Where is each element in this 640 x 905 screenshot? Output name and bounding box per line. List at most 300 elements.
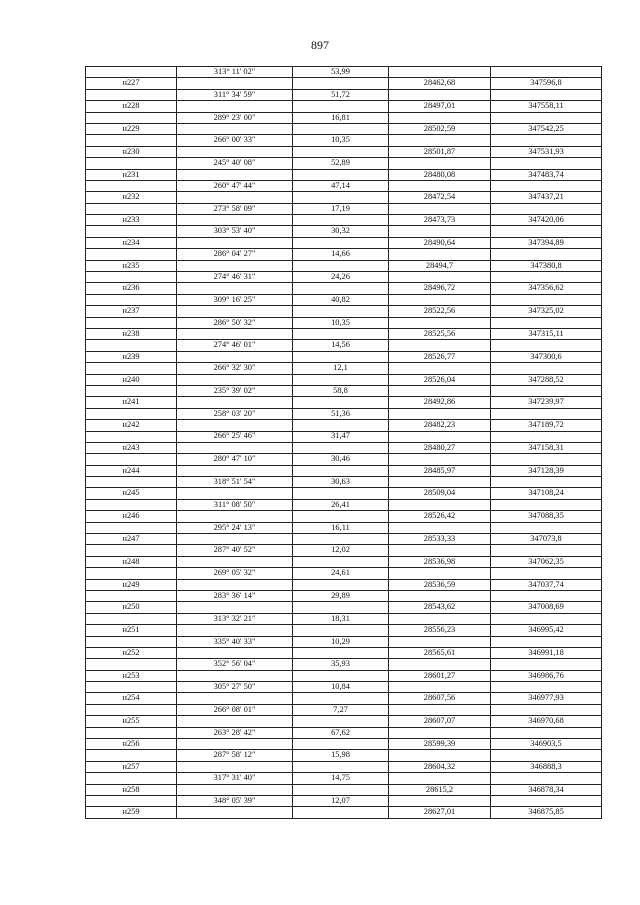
- angle-cell: [177, 397, 293, 408]
- distance-cell: 12,07: [293, 796, 389, 807]
- point-cell: [86, 477, 177, 488]
- distance-cell: 24,26: [293, 272, 389, 283]
- x-coordinate-cell: 28502,59: [389, 123, 491, 134]
- distance-cell: [293, 556, 389, 567]
- distance-cell: [293, 511, 389, 522]
- y-coordinate-cell: 346970,68: [491, 716, 602, 727]
- y-coordinate-cell: 346878,34: [491, 784, 602, 795]
- point-cell: [86, 613, 177, 624]
- angle-cell: [177, 215, 293, 226]
- x-coordinate-cell: 28462,68: [389, 78, 491, 89]
- distance-cell: 14,75: [293, 773, 389, 784]
- point-cell: [86, 340, 177, 351]
- angle-cell: [177, 625, 293, 636]
- distance-cell: [293, 488, 389, 499]
- point-cell: н251: [86, 625, 177, 636]
- point-cell: [86, 272, 177, 283]
- angle-cell: [177, 716, 293, 727]
- table-row: [86, 420, 602, 431]
- x-coordinate-cell: 28556,23: [389, 625, 491, 636]
- table-row: [86, 180, 602, 191]
- y-coordinate-cell: 347073,8: [491, 534, 602, 545]
- angle-cell: 287° 40' 52": [177, 545, 293, 556]
- y-coordinate-cell: [491, 135, 602, 146]
- distance-cell: [293, 579, 389, 590]
- x-coordinate-cell: [389, 499, 491, 510]
- distance-cell: 10,84: [293, 682, 389, 693]
- point-cell: н246: [86, 511, 177, 522]
- x-coordinate-cell: 28607,07: [389, 716, 491, 727]
- x-coordinate-cell: [389, 89, 491, 100]
- distance-cell: 12,1: [293, 363, 389, 374]
- point-cell: [86, 545, 177, 556]
- table-row: [86, 784, 602, 795]
- point-cell: н239: [86, 351, 177, 362]
- x-coordinate-cell: 28536,98: [389, 556, 491, 567]
- x-coordinate-cell: 28480,27: [389, 442, 491, 453]
- table-row: [86, 796, 602, 807]
- point-cell: [86, 294, 177, 305]
- table-row: [86, 545, 602, 556]
- point-cell: н227: [86, 78, 177, 89]
- point-cell: н241: [86, 397, 177, 408]
- table-row: [86, 397, 602, 408]
- point-cell: [86, 454, 177, 465]
- table-row: [86, 625, 602, 636]
- angle-cell: 260° 47' 44": [177, 180, 293, 191]
- table-row: [86, 123, 602, 134]
- angle-cell: 286° 50' 32": [177, 317, 293, 328]
- distance-cell: 31,47: [293, 431, 389, 442]
- distance-cell: 30,46: [293, 454, 389, 465]
- table-row: [86, 682, 602, 693]
- angle-cell: [177, 169, 293, 180]
- y-coordinate-cell: [491, 499, 602, 510]
- y-coordinate-cell: 347315,11: [491, 328, 602, 339]
- angle-cell: [177, 602, 293, 613]
- table-row: [86, 340, 602, 351]
- y-coordinate-cell: 347483,74: [491, 169, 602, 180]
- point-cell: [86, 67, 177, 78]
- y-coordinate-cell: 347108,24: [491, 488, 602, 499]
- y-coordinate-cell: 347288,52: [491, 374, 602, 385]
- point-cell: н254: [86, 693, 177, 704]
- table-row: [86, 283, 602, 294]
- point-cell: н250: [86, 602, 177, 613]
- point-cell: н242: [86, 420, 177, 431]
- table-row: [86, 716, 602, 727]
- point-cell: [86, 249, 177, 260]
- x-coordinate-cell: [389, 568, 491, 579]
- y-coordinate-cell: [491, 385, 602, 396]
- x-coordinate-cell: [389, 385, 491, 396]
- table-row: [86, 203, 602, 214]
- x-coordinate-cell: 28496,72: [389, 283, 491, 294]
- x-coordinate-cell: [389, 203, 491, 214]
- y-coordinate-cell: [491, 454, 602, 465]
- x-coordinate-cell: [389, 249, 491, 260]
- angle-cell: 263° 28' 42": [177, 727, 293, 738]
- x-coordinate-cell: 28601,27: [389, 670, 491, 681]
- point-cell: н257: [86, 761, 177, 772]
- table-row: [86, 89, 602, 100]
- y-coordinate-cell: 346888,3: [491, 761, 602, 772]
- distance-cell: [293, 260, 389, 271]
- angle-cell: 335° 40' 33": [177, 636, 293, 647]
- point-cell: н233: [86, 215, 177, 226]
- point-cell: [86, 682, 177, 693]
- y-coordinate-cell: 346977,93: [491, 693, 602, 704]
- point-cell: [86, 431, 177, 442]
- x-coordinate-cell: [389, 272, 491, 283]
- y-coordinate-cell: 347037,74: [491, 579, 602, 590]
- x-coordinate-cell: 28526,04: [389, 374, 491, 385]
- x-coordinate-cell: [389, 112, 491, 123]
- table-row: [86, 704, 602, 715]
- x-coordinate-cell: [389, 773, 491, 784]
- y-coordinate-cell: [491, 590, 602, 601]
- angle-cell: 309° 16' 25": [177, 294, 293, 305]
- table-row: [86, 306, 602, 317]
- y-coordinate-cell: [491, 636, 602, 647]
- angle-cell: 266° 08' 01": [177, 704, 293, 715]
- distance-cell: 67,62: [293, 727, 389, 738]
- angle-cell: 289° 23' 00": [177, 112, 293, 123]
- distance-cell: [293, 739, 389, 750]
- distance-cell: [293, 784, 389, 795]
- y-coordinate-cell: [491, 659, 602, 670]
- distance-cell: [293, 215, 389, 226]
- table-row: [86, 522, 602, 533]
- x-coordinate-cell: [389, 317, 491, 328]
- x-coordinate-cell: [389, 477, 491, 488]
- y-coordinate-cell: 346903,5: [491, 739, 602, 750]
- table-row: [86, 135, 602, 146]
- distance-cell: [293, 420, 389, 431]
- distance-cell: 10,35: [293, 135, 389, 146]
- x-coordinate-cell: [389, 180, 491, 191]
- point-cell: н259: [86, 807, 177, 818]
- x-coordinate-cell: [389, 682, 491, 693]
- distance-cell: [293, 442, 389, 453]
- x-coordinate-cell: [389, 704, 491, 715]
- distance-cell: [293, 465, 389, 476]
- angle-cell: [177, 488, 293, 499]
- y-coordinate-cell: 346875,85: [491, 807, 602, 818]
- point-cell: н237: [86, 306, 177, 317]
- point-cell: н231: [86, 169, 177, 180]
- angle-cell: [177, 260, 293, 271]
- table-row: [86, 659, 602, 670]
- y-coordinate-cell: [491, 112, 602, 123]
- angle-cell: 348° 05' 39": [177, 796, 293, 807]
- distance-cell: [293, 693, 389, 704]
- y-coordinate-cell: [491, 363, 602, 374]
- x-coordinate-cell: [389, 158, 491, 169]
- y-coordinate-cell: 347300,6: [491, 351, 602, 362]
- angle-cell: [177, 807, 293, 818]
- table-row: [86, 750, 602, 761]
- point-cell: н238: [86, 328, 177, 339]
- x-coordinate-cell: 28482,23: [389, 420, 491, 431]
- distance-cell: 47,14: [293, 180, 389, 191]
- distance-cell: [293, 807, 389, 818]
- table-row: [86, 351, 602, 362]
- x-coordinate-cell: [389, 67, 491, 78]
- x-coordinate-cell: [389, 636, 491, 647]
- table-row: [86, 556, 602, 567]
- angle-cell: [177, 146, 293, 157]
- distance-cell: [293, 351, 389, 362]
- distance-cell: [293, 78, 389, 89]
- x-coordinate-cell: [389, 659, 491, 670]
- angle-cell: 286° 04' 27": [177, 249, 293, 260]
- y-coordinate-cell: [491, 704, 602, 715]
- distance-cell: 26,41: [293, 499, 389, 510]
- x-coordinate-cell: [389, 431, 491, 442]
- distance-cell: 18,31: [293, 613, 389, 624]
- angle-cell: 317° 31' 40": [177, 773, 293, 784]
- point-cell: [86, 636, 177, 647]
- point-cell: н228: [86, 101, 177, 112]
- distance-cell: 51,72: [293, 89, 389, 100]
- distance-cell: 52,89: [293, 158, 389, 169]
- angle-cell: 352° 56' 04": [177, 659, 293, 670]
- angle-cell: [177, 123, 293, 134]
- table-row: [86, 579, 602, 590]
- distance-cell: 51,36: [293, 408, 389, 419]
- x-coordinate-cell: [389, 590, 491, 601]
- x-coordinate-cell: [389, 454, 491, 465]
- point-cell: н243: [86, 442, 177, 453]
- table-row: [86, 511, 602, 522]
- table-row: [86, 477, 602, 488]
- point-cell: н255: [86, 716, 177, 727]
- angle-cell: 235° 39' 02": [177, 385, 293, 396]
- angle-cell: 305° 27' 50": [177, 682, 293, 693]
- y-coordinate-cell: [491, 750, 602, 761]
- point-cell: [86, 727, 177, 738]
- table-row: [86, 727, 602, 738]
- y-coordinate-cell: 347356,62: [491, 283, 602, 294]
- point-cell: [86, 363, 177, 374]
- coordinates-table-body: [86, 67, 602, 819]
- x-coordinate-cell: 28494,7: [389, 260, 491, 271]
- point-cell: [86, 317, 177, 328]
- page-number: 897: [311, 38, 329, 52]
- table-row: [86, 534, 602, 545]
- table-row: [86, 431, 602, 442]
- distance-cell: 58,8: [293, 385, 389, 396]
- x-coordinate-cell: [389, 340, 491, 351]
- y-coordinate-cell: 347542,25: [491, 123, 602, 134]
- table-row: [86, 101, 602, 112]
- angle-cell: [177, 761, 293, 772]
- point-cell: [86, 385, 177, 396]
- point-cell: н256: [86, 739, 177, 750]
- table-row: [86, 374, 602, 385]
- distance-cell: [293, 716, 389, 727]
- x-coordinate-cell: [389, 727, 491, 738]
- y-coordinate-cell: [491, 477, 602, 488]
- distance-cell: 30,63: [293, 477, 389, 488]
- distance-cell: 16,11: [293, 522, 389, 533]
- x-coordinate-cell: 28472,54: [389, 192, 491, 203]
- distance-cell: 17,19: [293, 203, 389, 214]
- y-coordinate-cell: 346986,76: [491, 670, 602, 681]
- distance-cell: 12,02: [293, 545, 389, 556]
- angle-cell: [177, 420, 293, 431]
- distance-cell: [293, 647, 389, 658]
- table-row: [86, 385, 602, 396]
- y-coordinate-cell: [491, 158, 602, 169]
- angle-cell: 313° 32' 21": [177, 613, 293, 624]
- coordinates-table: [85, 66, 602, 819]
- point-cell: н232: [86, 192, 177, 203]
- angle-cell: 266° 25' 46": [177, 431, 293, 442]
- table-row: [86, 613, 602, 624]
- y-coordinate-cell: [491, 203, 602, 214]
- angle-cell: 318° 51' 54": [177, 477, 293, 488]
- x-coordinate-cell: 28509,04: [389, 488, 491, 499]
- y-coordinate-cell: 347008,69: [491, 602, 602, 613]
- point-cell: [86, 796, 177, 807]
- angle-cell: [177, 351, 293, 362]
- table-row: [86, 146, 602, 157]
- table-row: [86, 237, 602, 248]
- point-cell: н236: [86, 283, 177, 294]
- y-coordinate-cell: 347325,02: [491, 306, 602, 317]
- angle-cell: [177, 192, 293, 203]
- angle-cell: [177, 442, 293, 453]
- angle-cell: 283° 36' 14": [177, 590, 293, 601]
- y-coordinate-cell: 347380,8: [491, 260, 602, 271]
- point-cell: н258: [86, 784, 177, 795]
- table-row: [86, 568, 602, 579]
- x-coordinate-cell: 28525,56: [389, 328, 491, 339]
- y-coordinate-cell: [491, 249, 602, 260]
- angle-cell: [177, 556, 293, 567]
- y-coordinate-cell: [491, 180, 602, 191]
- point-cell: н230: [86, 146, 177, 157]
- angle-cell: [177, 78, 293, 89]
- angle-cell: [177, 670, 293, 681]
- y-coordinate-cell: 347062,35: [491, 556, 602, 567]
- point-cell: н245: [86, 488, 177, 499]
- y-coordinate-cell: [491, 431, 602, 442]
- distance-cell: [293, 670, 389, 681]
- angle-cell: [177, 465, 293, 476]
- distance-cell: [293, 169, 389, 180]
- table-row: [86, 739, 602, 750]
- point-cell: [86, 750, 177, 761]
- x-coordinate-cell: 28480,08: [389, 169, 491, 180]
- angle-cell: [177, 306, 293, 317]
- angle-cell: [177, 511, 293, 522]
- angle-cell: 280° 47' 10": [177, 454, 293, 465]
- point-cell: н249: [86, 579, 177, 590]
- distance-cell: [293, 534, 389, 545]
- table-row: [86, 670, 602, 681]
- distance-cell: 14,56: [293, 340, 389, 351]
- angle-cell: [177, 647, 293, 658]
- table-row: [86, 408, 602, 419]
- y-coordinate-cell: 347128,39: [491, 465, 602, 476]
- distance-cell: [293, 283, 389, 294]
- angle-cell: 311° 34' 59": [177, 89, 293, 100]
- table-row: [86, 249, 602, 260]
- y-coordinate-cell: 347158,31: [491, 442, 602, 453]
- point-cell: н253: [86, 670, 177, 681]
- table-row: [86, 499, 602, 510]
- angle-cell: 266° 00' 33": [177, 135, 293, 146]
- table-row: [86, 636, 602, 647]
- y-coordinate-cell: 347531,93: [491, 146, 602, 157]
- angle-cell: 313° 11' 02": [177, 67, 293, 78]
- y-coordinate-cell: [491, 522, 602, 533]
- x-coordinate-cell: 28607,56: [389, 693, 491, 704]
- x-coordinate-cell: [389, 363, 491, 374]
- distance-cell: 10,35: [293, 317, 389, 328]
- x-coordinate-cell: 28501,87: [389, 146, 491, 157]
- angle-cell: 274° 46' 01": [177, 340, 293, 351]
- table-row: [86, 328, 602, 339]
- table-row: [86, 761, 602, 772]
- angle-cell: 266° 32' 30": [177, 363, 293, 374]
- distance-cell: 40,82: [293, 294, 389, 305]
- y-coordinate-cell: [491, 340, 602, 351]
- angle-cell: [177, 374, 293, 385]
- point-cell: [86, 180, 177, 191]
- y-coordinate-cell: [491, 408, 602, 419]
- x-coordinate-cell: 28490,64: [389, 237, 491, 248]
- y-coordinate-cell: [491, 682, 602, 693]
- angle-cell: [177, 693, 293, 704]
- point-cell: [86, 522, 177, 533]
- point-cell: [86, 408, 177, 419]
- y-coordinate-cell: [491, 796, 602, 807]
- angle-cell: [177, 101, 293, 112]
- angle-cell: 258° 03' 20": [177, 408, 293, 419]
- table-row: [86, 590, 602, 601]
- table-row: [86, 192, 602, 203]
- point-cell: н229: [86, 123, 177, 134]
- distance-cell: [293, 123, 389, 134]
- distance-cell: [293, 397, 389, 408]
- x-coordinate-cell: 28526,42: [389, 511, 491, 522]
- x-coordinate-cell: [389, 796, 491, 807]
- distance-cell: [293, 625, 389, 636]
- table-row: [86, 169, 602, 180]
- point-cell: [86, 89, 177, 100]
- x-coordinate-cell: 28497,01: [389, 101, 491, 112]
- point-cell: [86, 773, 177, 784]
- table-row: [86, 465, 602, 476]
- point-cell: [86, 158, 177, 169]
- angle-cell: [177, 579, 293, 590]
- angle-cell: [177, 534, 293, 545]
- x-coordinate-cell: 28485,97: [389, 465, 491, 476]
- angle-cell: 273° 58' 09": [177, 203, 293, 214]
- table-row: [86, 272, 602, 283]
- distance-cell: [293, 192, 389, 203]
- point-cell: н235: [86, 260, 177, 271]
- table-row: [86, 67, 602, 78]
- x-coordinate-cell: [389, 545, 491, 556]
- distance-cell: 29,89: [293, 590, 389, 601]
- point-cell: [86, 135, 177, 146]
- table-row: [86, 215, 602, 226]
